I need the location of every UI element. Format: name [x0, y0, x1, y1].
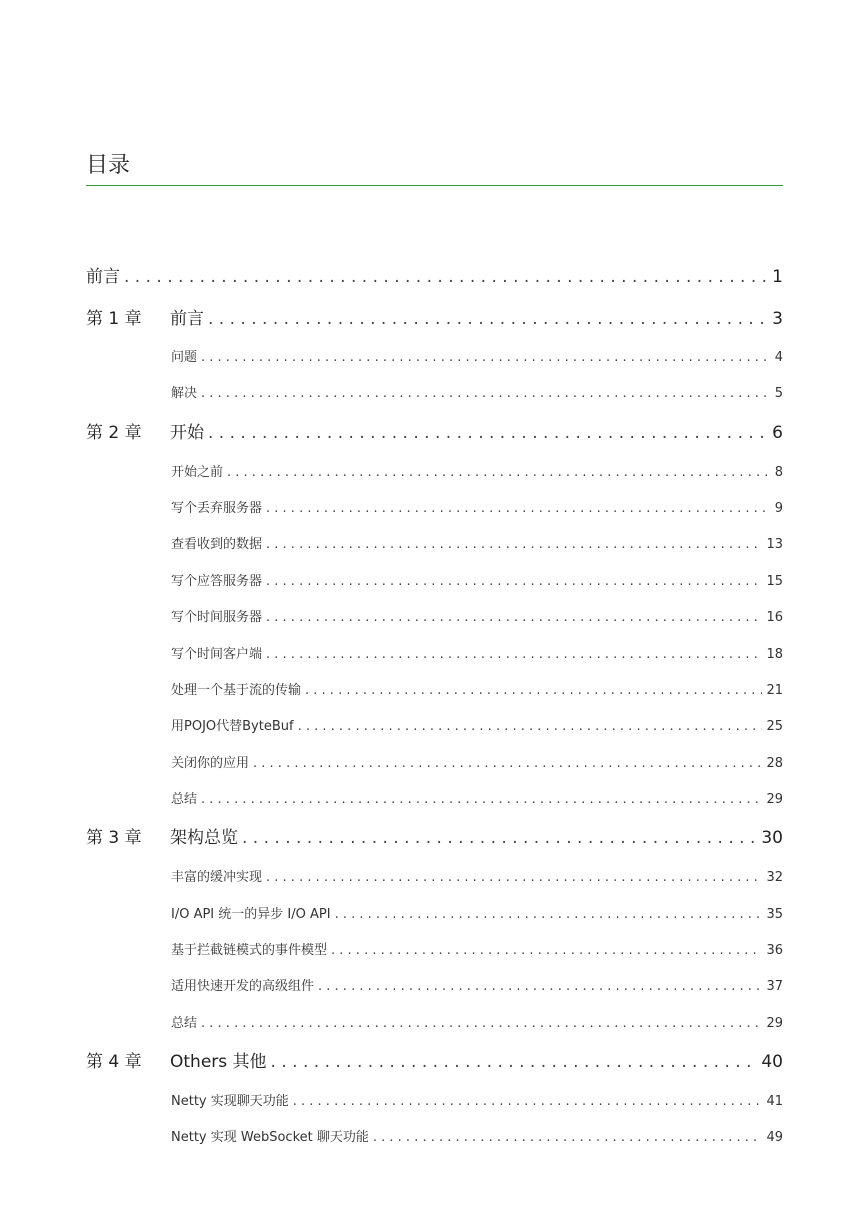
toc-entry-preface[interactable] — [86, 262, 783, 287]
entry-label: Netty 实现聊天功能 — [171, 1094, 289, 1109]
entry-label: 适用快速开发的高级组件 — [171, 979, 315, 994]
page-number: 1 — [772, 267, 783, 287]
page-number: 40 — [761, 1052, 783, 1072]
entry-label: 写个时间服务器 — [171, 610, 263, 625]
entry-label: 开始之前 — [171, 465, 224, 480]
dot-leader — [201, 792, 762, 807]
toc-entry-section[interactable] — [171, 497, 783, 516]
dot-leader — [318, 979, 762, 994]
toc-title: 目录 — [86, 153, 131, 178]
dot-leader — [201, 350, 771, 365]
page-number: 8 — [774, 465, 783, 480]
entry-label: 写个时间客户端 — [171, 647, 263, 662]
page-number: 28 — [766, 756, 783, 771]
dot-leader — [208, 309, 768, 329]
page-number: 25 — [766, 719, 783, 734]
dot-leader — [305, 683, 762, 698]
entry-label: 写个应答服务器 — [171, 574, 263, 589]
page-number: 37 — [766, 979, 783, 994]
page-number: 41 — [766, 1094, 783, 1109]
page-number: 36 — [766, 943, 783, 958]
toc-entry-section[interactable] — [171, 461, 783, 480]
entry-label: 查看收到的数据 — [171, 537, 263, 552]
dot-leader — [331, 943, 762, 958]
toc-entry-section[interactable] — [171, 606, 783, 625]
page-number: 21 — [766, 683, 783, 698]
toc-entry-chapter[interactable] — [170, 418, 783, 443]
dot-leader — [253, 756, 762, 771]
dot-leader — [201, 386, 771, 401]
toc-entry-section[interactable] — [171, 679, 783, 698]
toc-entry-chapter[interactable] — [170, 1047, 783, 1072]
entry-label: 关闭你的应用 — [171, 756, 250, 771]
entry-label: 前言 — [170, 309, 204, 329]
title-rule — [86, 185, 783, 186]
page-number: 3 — [772, 309, 783, 329]
page-number: 29 — [766, 1016, 783, 1031]
entry-label: 总结 — [171, 792, 198, 807]
page-number: 30 — [761, 828, 783, 848]
page-number: 29 — [766, 792, 783, 807]
chapter-number: 第 3 章 — [86, 828, 142, 848]
entry-label: 丰富的缓冲实现 — [171, 870, 263, 885]
entry-label: 解决 — [171, 386, 198, 401]
toc-entry-section[interactable] — [171, 346, 783, 365]
chapter-number: 第 4 章 — [86, 1052, 142, 1072]
page-number: 5 — [774, 386, 783, 401]
page-number: 32 — [766, 870, 783, 885]
entry-label: 问题 — [171, 350, 198, 365]
toc-entry-section[interactable] — [171, 570, 783, 589]
dot-leader — [266, 537, 762, 552]
toc-entry-section[interactable] — [171, 788, 783, 807]
chapter-number: 第 2 章 — [86, 423, 142, 443]
dot-leader — [266, 574, 762, 589]
dot-leader — [271, 1052, 758, 1072]
dot-leader — [335, 907, 763, 922]
toc-entry-section[interactable] — [171, 382, 783, 401]
page-number: 16 — [766, 610, 783, 625]
toc-entry-section[interactable] — [171, 1012, 783, 1031]
entry-label: 总结 — [171, 1016, 198, 1031]
entry-label: 开始 — [170, 423, 204, 443]
toc-entry-section[interactable] — [171, 643, 783, 662]
toc-entry-section[interactable] — [171, 752, 783, 771]
dot-leader — [227, 465, 771, 480]
entry-label: 用POJO代替ByteBuf — [171, 719, 294, 734]
dot-leader — [266, 610, 762, 625]
page-number: 49 — [766, 1130, 783, 1145]
dot-leader — [242, 828, 757, 848]
toc-entry-section[interactable] — [171, 975, 783, 994]
toc-entry-section[interactable] — [171, 939, 783, 958]
toc-entry-section[interactable] — [171, 715, 783, 734]
dot-leader — [266, 501, 771, 516]
toc-entry-section[interactable] — [171, 1126, 783, 1145]
entry-label: 架构总览 — [170, 828, 238, 848]
toc-entry-section[interactable] — [171, 903, 783, 922]
dot-leader — [266, 647, 762, 662]
page-number: 13 — [766, 537, 783, 552]
page-number: 18 — [766, 647, 783, 662]
entry-label: 处理一个基于流的传输 — [171, 683, 302, 698]
entry-label: 写个丢弃服务器 — [171, 501, 263, 516]
page-number: 9 — [774, 501, 783, 516]
chapter-number: 第 1 章 — [86, 309, 142, 329]
dot-leader — [201, 1016, 762, 1031]
dot-leader — [266, 870, 762, 885]
dot-leader — [208, 423, 768, 443]
toc-entry-chapter[interactable] — [170, 304, 783, 329]
toc-entry-section[interactable] — [171, 533, 783, 552]
dot-leader — [124, 267, 768, 287]
page-number: 35 — [766, 907, 783, 922]
page-number: 15 — [766, 574, 783, 589]
entry-label: Others 其他 — [170, 1052, 267, 1072]
toc-entry-section[interactable] — [171, 1090, 783, 1109]
dot-leader — [298, 719, 763, 734]
dot-leader — [293, 1094, 763, 1109]
entry-label: 前言 — [86, 267, 120, 287]
dot-leader — [373, 1130, 763, 1145]
entry-label: 基于拦截链模式的事件模型 — [171, 943, 328, 958]
entry-label: Netty 实现 WebSocket 聊天功能 — [171, 1130, 369, 1145]
toc-entry-section[interactable] — [171, 866, 783, 885]
toc-entry-chapter[interactable] — [170, 823, 783, 848]
page-number: 4 — [774, 350, 783, 365]
page-number: 6 — [772, 423, 783, 443]
entry-label: I/O API 统一的异步 I/O API — [171, 907, 331, 922]
